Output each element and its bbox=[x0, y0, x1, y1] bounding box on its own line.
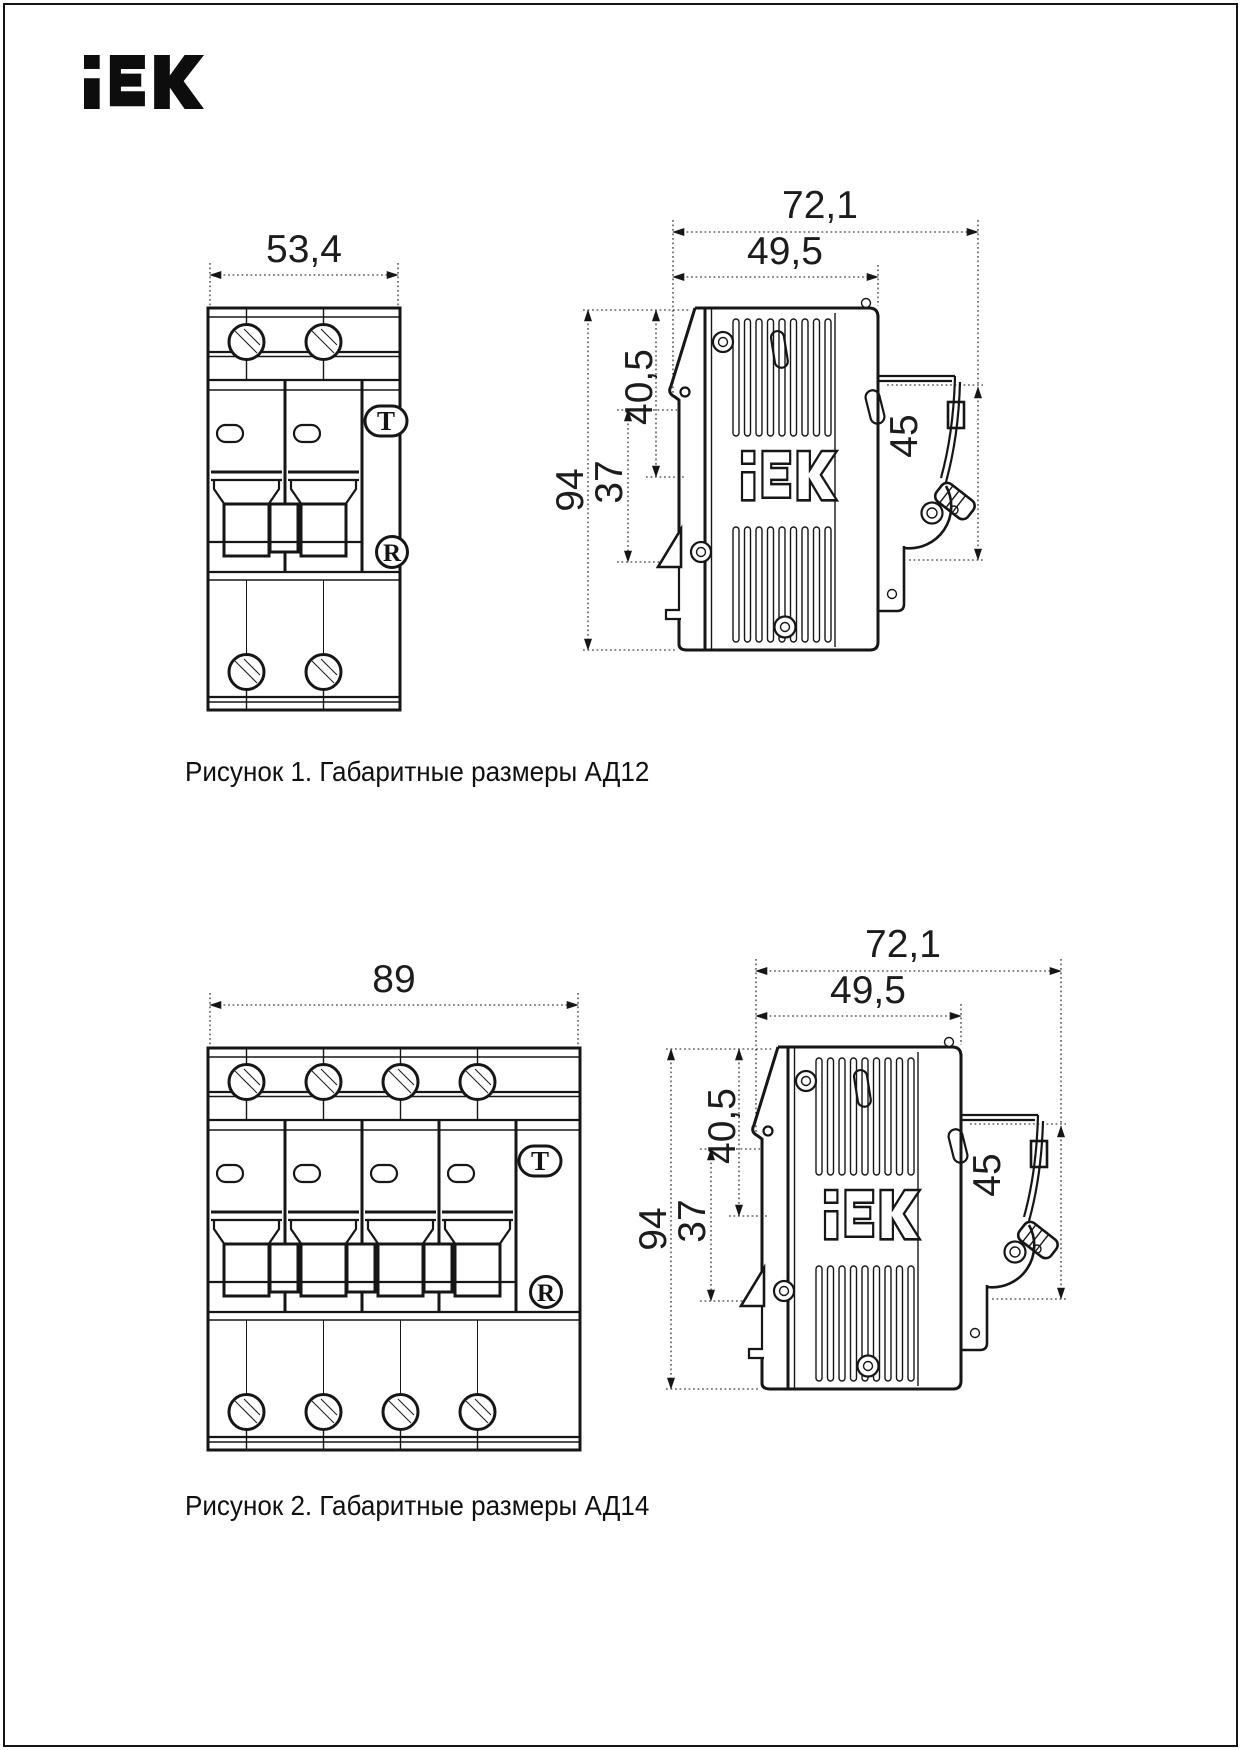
dim-ad12-width bbox=[210, 228, 398, 306]
figure1-caption: Рисунок 1. Габаритные размеры АД12 bbox=[185, 756, 650, 787]
document-page: 72,1 49,5 94 40,5 37 45 53,4 T R Рисунок 1. Габаритные размеры АД12 89 T R Рисунок 2. Габаритные размеры АД14 bbox=[0, 0, 1241, 1750]
handle-tie-bar bbox=[270, 1244, 298, 1292]
ad12-side-view-drawing bbox=[505, 180, 990, 670]
test-button-label: T bbox=[376, 406, 396, 436]
dim-ad14-width bbox=[210, 958, 578, 1046]
handle-tie-bar bbox=[347, 1244, 375, 1292]
brand-logo bbox=[84, 55, 204, 109]
dim-label-53-4: 53,4 bbox=[266, 228, 342, 271]
dim-label-89: 89 bbox=[372, 958, 416, 1001]
figure2-caption: Рисунок 2. Габаритные размеры АД14 bbox=[185, 1490, 650, 1521]
ad12-front-view-drawing bbox=[204, 224, 416, 718]
ad14-side-view-drawing bbox=[588, 919, 1073, 1409]
handle-tie-bar bbox=[270, 504, 298, 552]
reset-button-label: R bbox=[536, 1280, 556, 1307]
handle-tie-bar bbox=[424, 1244, 452, 1292]
reset-button-label: R bbox=[382, 540, 402, 567]
test-button-label: T bbox=[530, 1146, 550, 1176]
ad14-front-view-drawing bbox=[204, 954, 588, 1454]
